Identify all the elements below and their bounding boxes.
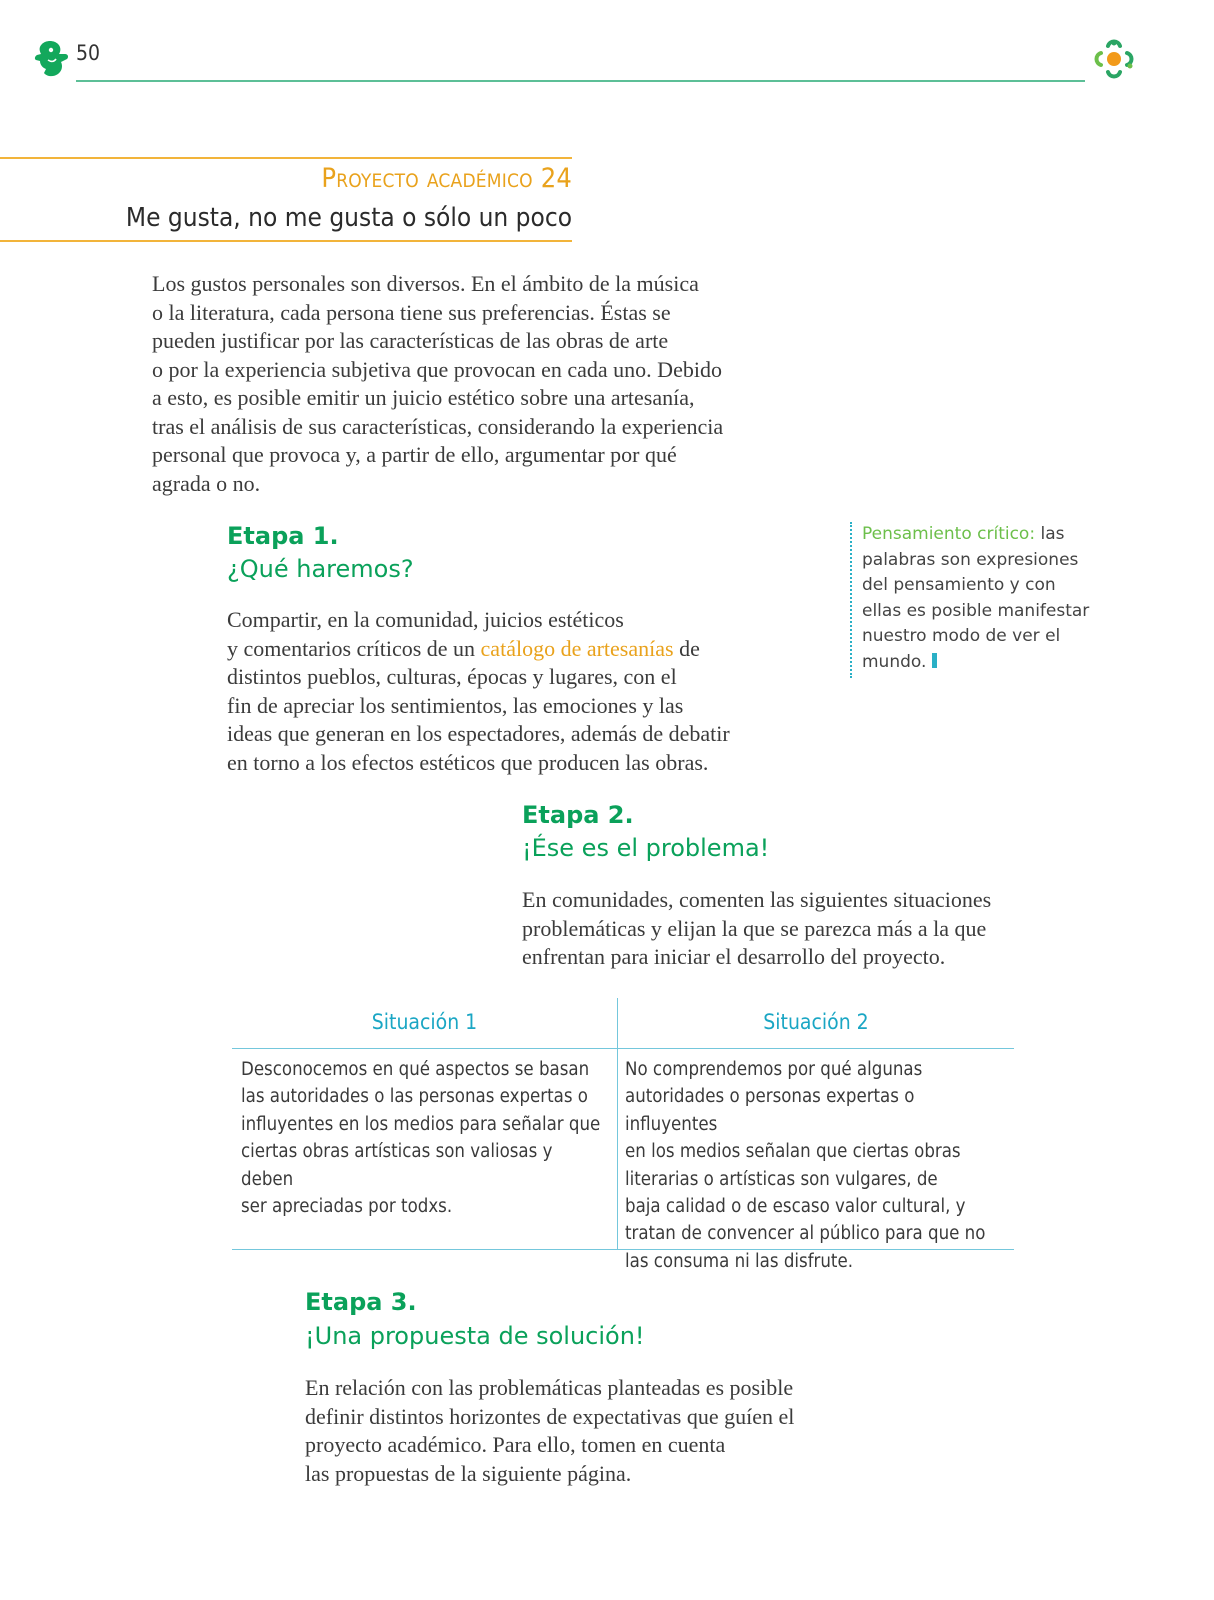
green-figure-logo-icon [34,38,70,78]
cell-line: literarias o artísticas son vulgares, de [625,1168,938,1190]
stage3-label: Etapa 3. [305,1288,417,1316]
stage2-line: problemáticas y elijan la que se parezca más a la que [522,915,987,941]
cell-line: ser apreciadas por todxs. [241,1196,453,1218]
stage2-paragraph [522,886,1042,972]
stage1-line [227,635,787,664]
stage3-paragraph [305,1374,845,1488]
intro-line: personal que provoca y, a partir de ello, argumentar por qué [152,442,677,467]
sidebar-dotted-rule [850,522,852,678]
cell-line: las autoridades o las personas expertas o [241,1086,588,1108]
stage1-line: en torno a los efectos estéticos que producen las obras. [227,749,709,775]
page-number: 50 [76,41,101,65]
intro-line: agrada o no. [152,470,261,496]
stage1-line-post: de [673,635,700,661]
stage2-label: Etapa 2. [522,801,634,829]
stage1-line: fin de apreciar los sentimientos, las emociones y las [227,692,684,718]
stage2-title: ¡Ése es el problema! [522,834,770,862]
stage3-line: definir distintos horizontes de expectativas que guíen el [305,1403,795,1429]
stage3-line: las propuestas de la siguiente página. [305,1460,632,1486]
table-header-situation-2: Situación 2 [763,1010,869,1034]
cell-line: en los medios señalan que ciertas obras [625,1141,961,1163]
cell-line: influyentes en los medios para señalar que [241,1113,601,1135]
project-kicker: Proyecto académico 24 [321,163,572,194]
stage1-line-pre: y comentarios críticos de un [227,635,481,661]
table-cell-situation-2 [625,1056,1010,1275]
sidebar-term: Pensamiento crítico: [862,524,1036,544]
stage1-label: Etapa 1. [227,522,339,550]
stage1-paragraph [227,606,787,777]
cell-line: tratan de convencer al público para que no [625,1223,986,1245]
stage3-line: proyecto académico. Para ello, tomen en cuenta [305,1432,726,1457]
intro-line: tras el análisis de sus características, considerando la experiencia [152,413,724,439]
cell-line: baja calidad o de escaso valor cultural, y [625,1196,966,1218]
table-column-divider [617,998,618,1250]
intro-line: a esto, es posible emitir un juicio estético sobre una artesanía, [152,385,695,410]
stage2-line: En comunidades, comenten las siguientes situaciones [522,887,992,912]
stage1-line: ideas que generan en los espectadores, además de debatir [227,721,730,746]
sidebar-line-text: mundo. [862,651,927,672]
sidebar-line: ellas es posible manifestar [862,600,1090,621]
table-cell-situation-1 [241,1056,609,1220]
sidebar-line-text: las [1035,524,1065,544]
header-rule [76,80,1085,82]
sidebar-line [862,650,1112,676]
stage2-line: enfrentan para iniciar el desarrollo del proyecto. [522,944,946,969]
intro-line: pueden justificar por las características de las obras de arte [152,328,669,353]
end-mark-icon [932,653,937,668]
intro-line: o la literatura, cada persona tiene sus preferencias. Éstas se [152,299,671,325]
cell-line: ciertas obras artísticas son valiosas y deben [241,1141,553,1190]
intro-line: Los gustos personales son diversos. En el ámbito de la música [152,271,699,296]
cell-line: No comprendemos por qué algunas [625,1059,923,1080]
colorful-flower-logo-icon [1088,32,1140,84]
intro-line: o por la experiencia subjetiva que provocan en cada uno. Debido [152,356,722,382]
stage1-line: distintos pueblos, culturas, épocas y lugares, con el [227,664,677,689]
sidebar-line: nuestro modo de ver el [862,626,1061,646]
critical-thinking-note [862,522,1112,675]
stage1-line: Compartir, en la comunidad, juicios estéticos [227,607,624,632]
sidebar-line: del pensamiento y con [862,575,1056,595]
catalog-highlight: catálogo de artesanías [480,635,674,661]
stage1-title: ¿Qué haremos? [227,555,414,583]
intro-paragraph [152,270,772,498]
table-header-situation-1: Situación 1 [371,1010,478,1034]
cell-line: las consuma ni las disfrute. [625,1250,853,1272]
sidebar-line [862,522,1112,548]
title-rule-top [0,157,572,159]
sidebar-line: palabras son expresiones [862,549,1079,570]
table-header-rule [232,1048,1014,1049]
project-subtitle: Me gusta, no me gusta o sólo un poco [125,203,572,233]
cell-line: autoridades o personas expertas o influyentes [625,1086,915,1135]
stage3-title: ¡Una propuesta de solución! [305,1322,645,1350]
cell-line: Desconocemos en qué aspectos se basan [241,1059,590,1080]
title-rule-bottom [0,240,572,242]
stage3-line: En relación con las problemáticas planteadas es posible [305,1375,794,1400]
